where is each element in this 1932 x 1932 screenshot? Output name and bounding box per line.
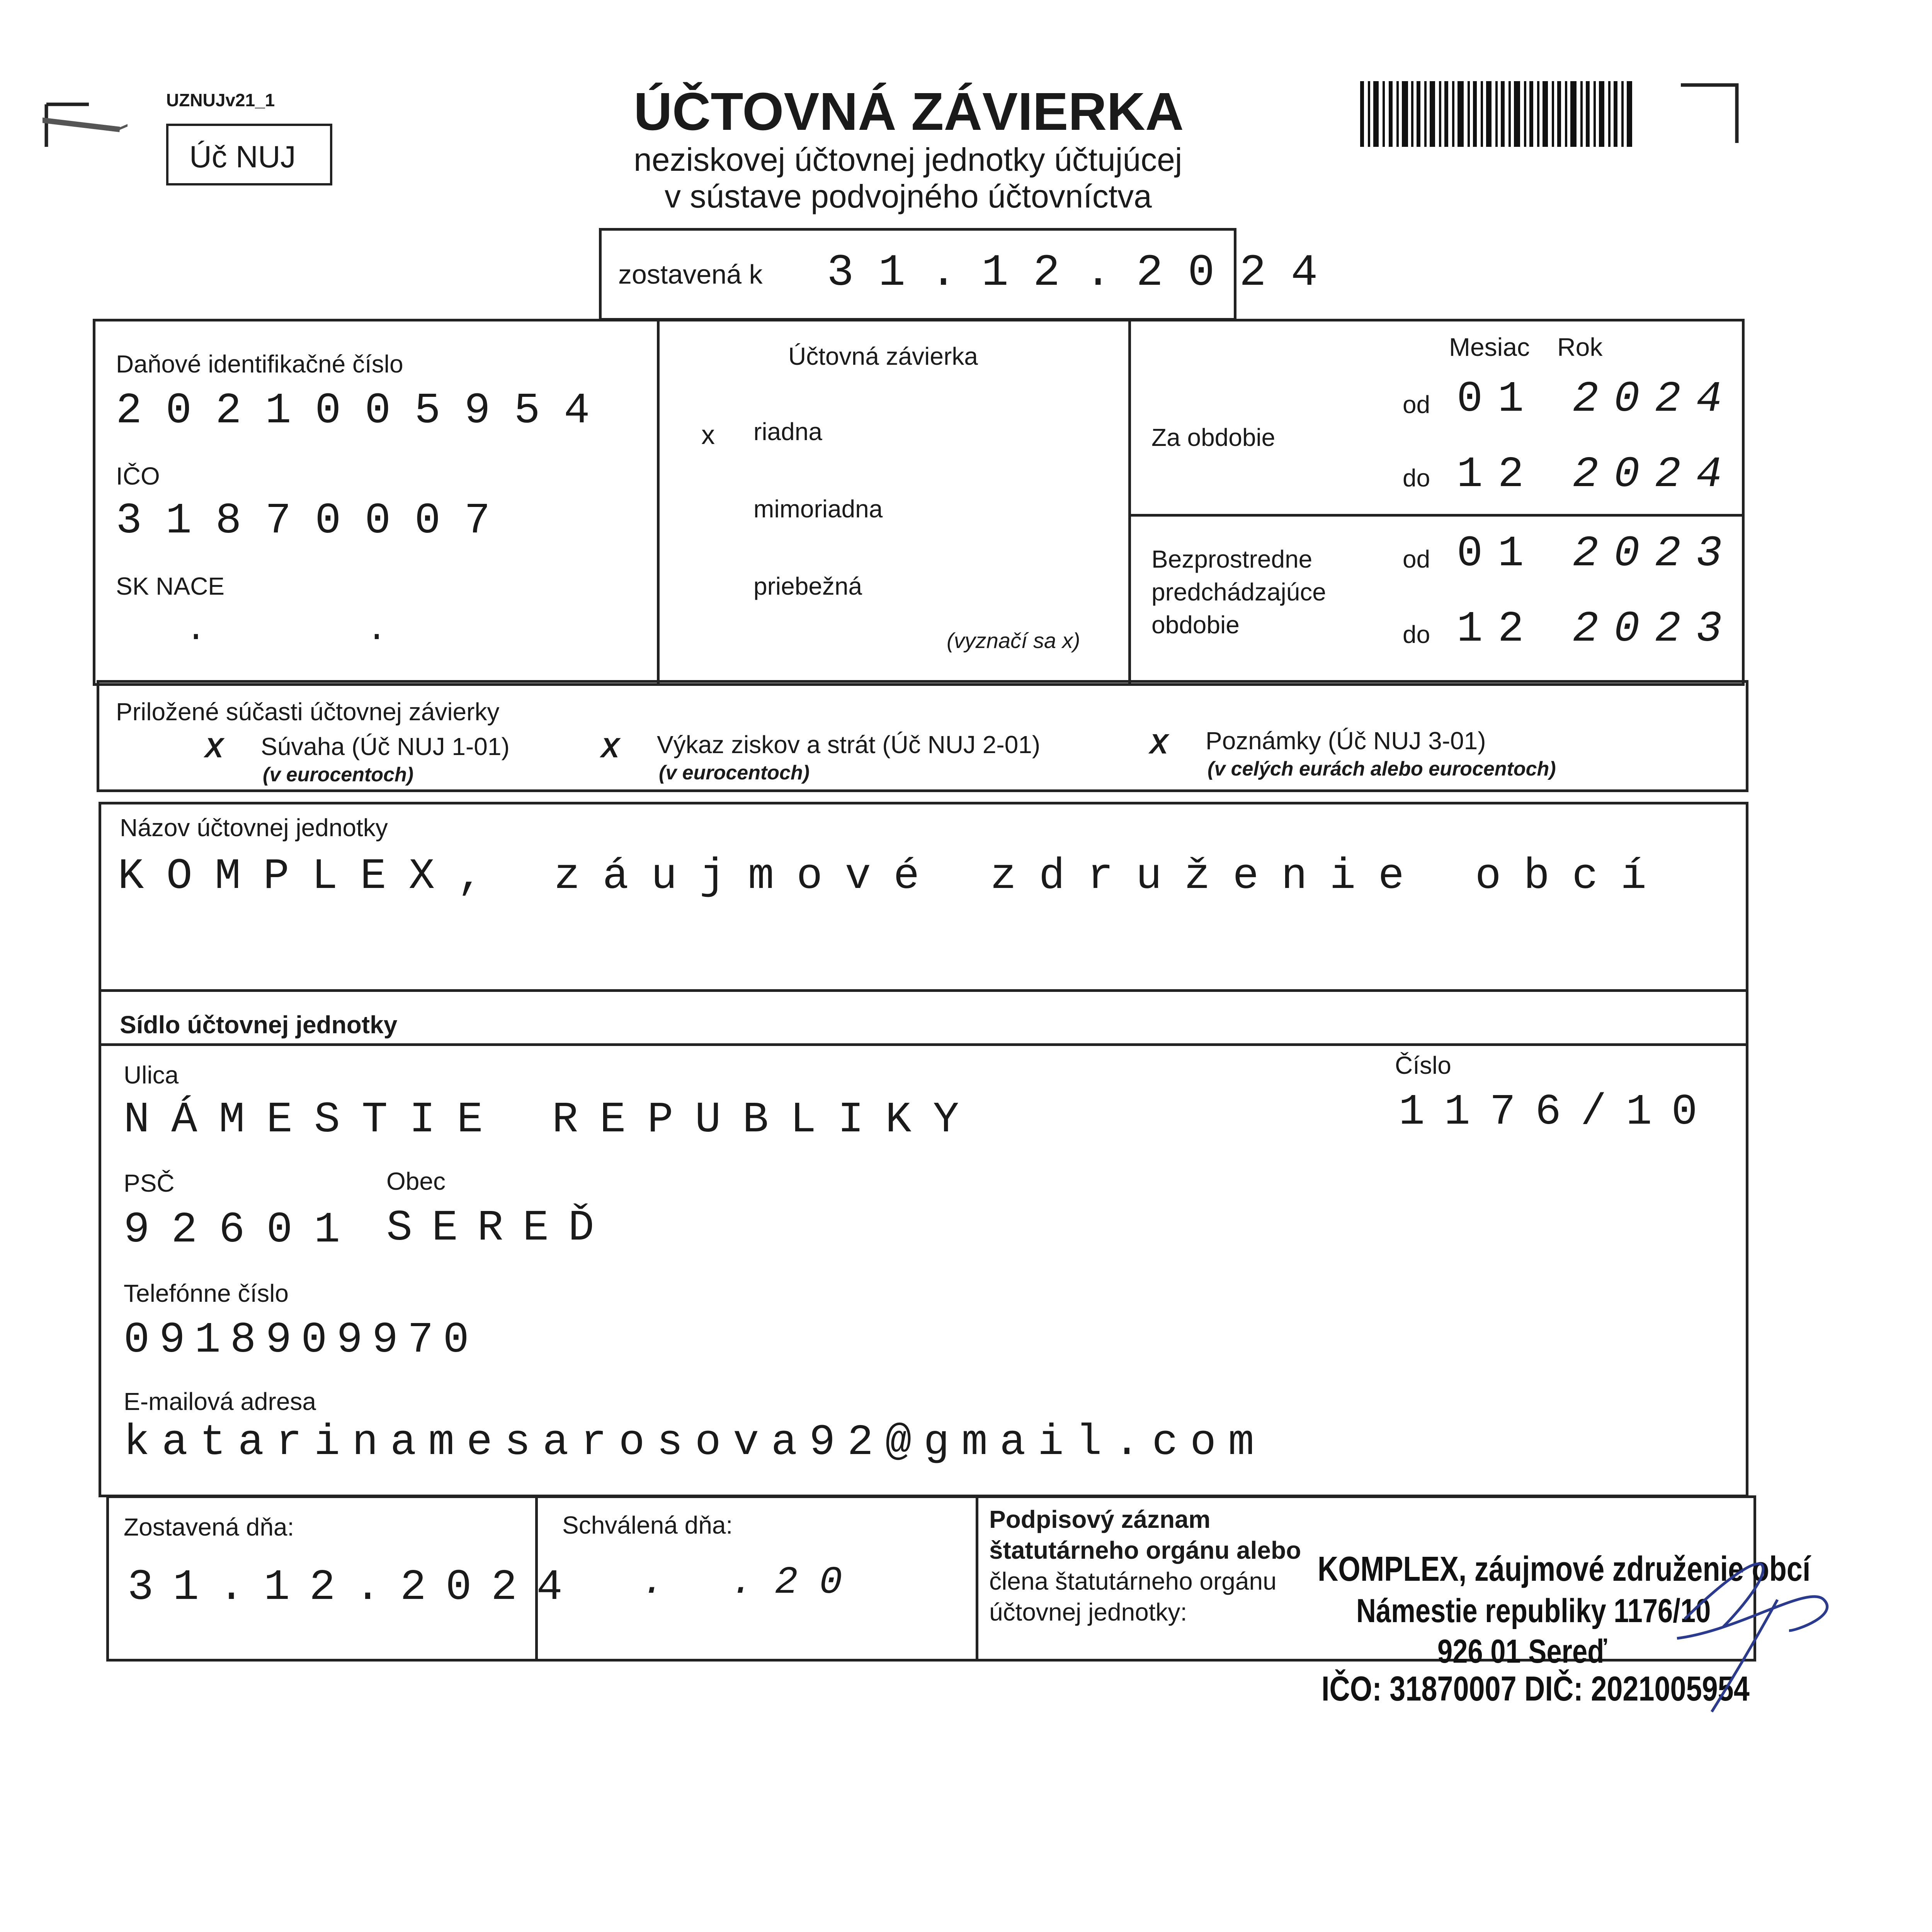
current-period-label: Za obdobie [1151, 423, 1276, 451]
signature-label-2: štatutárneho orgánu alebo [989, 1536, 1301, 1564]
from-label: od [1403, 391, 1430, 418]
statement-option-label: mimoriadna [753, 495, 883, 523]
previous-period-label-3: obdobie [1151, 611, 1240, 639]
corner-mark-top-right [1677, 77, 1747, 155]
entity-section [99, 802, 1748, 1497]
compiled-on-value: 31.12.2024 [128, 1563, 582, 1612]
divider [1128, 514, 1745, 517]
email-value: katarinamesarosova92@gmail.com [124, 1418, 1267, 1467]
attachment-name: Výkaz ziskov a strát (Úč NUJ 2-01) [657, 731, 1041, 759]
phone-value: 0918909970 [124, 1316, 479, 1365]
compiled-date-label: zostavená k [618, 259, 763, 289]
year-label: Rok [1557, 333, 1603, 361]
email-label: E-mailová adresa [124, 1388, 316, 1415]
divider [99, 989, 1748, 992]
previous-from-year: 2023 [1573, 529, 1737, 578]
signature-label-3: člena štatutárneho orgánu [989, 1567, 1277, 1595]
previous-period-label-2: predchádzajúce [1151, 578, 1326, 606]
statement-option-label: riadna [753, 418, 822, 446]
attachment-unit: (v eurocentoch) [263, 764, 414, 786]
approved-on-value: . .20 [641, 1561, 864, 1605]
form-type: Úč NUJ [189, 139, 296, 174]
statement-note: (vyznačí sa x) [947, 628, 1080, 653]
handwritten-signature [1662, 1542, 1855, 1719]
current-to-year: 2024 [1573, 450, 1737, 499]
current-from-year: 2024 [1573, 375, 1737, 424]
nace-value: . . [185, 611, 457, 650]
signature-label-4: účtovnej jednotky: [989, 1598, 1187, 1626]
stamp-line-3: 926 01 Sereď [1437, 1633, 1607, 1670]
number-value: 1176/10 [1399, 1088, 1717, 1137]
to-label: do [1403, 464, 1430, 492]
statement-option-mark: x [701, 420, 715, 450]
attachment-mark: X [601, 733, 620, 764]
to-label: do [1403, 621, 1430, 648]
attachment-mark: X [1150, 729, 1168, 760]
from-label: od [1403, 545, 1430, 573]
stamp-line-1: KOMPLEX, záujmové združenie obcí [1318, 1550, 1811, 1588]
current-to-month: 12 [1457, 450, 1539, 499]
psc-label: PSČ [124, 1169, 175, 1197]
psc-value: 92601 [124, 1206, 362, 1255]
attachments-label: Priložené súčasti účtovnej závierky [116, 698, 500, 726]
ico-value: 31870007 [116, 497, 514, 546]
page-subtitle-1: neziskovej účtovnej jednotky účtujúcej [634, 141, 1182, 178]
attachment-unit: (v celých eurách alebo eurocentoch) [1208, 758, 1556, 780]
page-subtitle-2: v sústave podvojného účtovníctva [665, 178, 1152, 214]
form-code: UZNUJv21_1 [166, 90, 275, 110]
compiled-on-label: Zostavená dňa: [124, 1513, 294, 1541]
divider [1128, 319, 1131, 686]
statement-label: Účtovná závierka [788, 342, 978, 370]
attachment-mark: X [205, 733, 224, 764]
corner-mark-top-left [43, 93, 128, 178]
number-label: Číslo [1395, 1051, 1451, 1079]
street-label: Ulica [124, 1061, 179, 1089]
previous-period-label-1: Bezprostredne [1151, 545, 1313, 573]
stamp-line-2: Námestie republiky 1176/10 [1356, 1592, 1711, 1629]
attachment-name: Poznámky (Úč NUJ 3-01) [1206, 727, 1486, 755]
barcode [1360, 81, 1638, 151]
entity-name-label: Názov účtovnej jednotky [120, 814, 388, 842]
attachment-name: Súvaha (Úč NUJ 1-01) [261, 733, 510, 760]
phone-label: Telefónne číslo [124, 1279, 289, 1307]
compiled-date: 31.12.2024 [827, 247, 1343, 298]
seat-label: Sídlo účtovnej jednotky [120, 1011, 398, 1039]
entity-name: KOMPLEX, záujmové združenie obcí [118, 852, 1669, 901]
signature-label-1: Podpisový záznam [989, 1505, 1211, 1533]
previous-to-month: 12 [1457, 605, 1539, 654]
previous-to-year: 2023 [1573, 605, 1737, 654]
month-label: Mesiac [1449, 333, 1530, 361]
nace-label: SK NACE [116, 572, 224, 600]
stamp-line-4: IČO: 31870007 DIČ: 2021005954 [1321, 1670, 1750, 1708]
current-from-month: 01 [1457, 375, 1539, 424]
dic-label: Daňové identifikačné číslo [116, 350, 403, 378]
divider [99, 1043, 1748, 1046]
divider [657, 319, 660, 686]
dic-value: 2021005954 [116, 386, 614, 435]
approved-on-label: Schválená dňa: [562, 1511, 733, 1539]
previous-from-month: 01 [1457, 529, 1539, 578]
city-label: Obec [386, 1167, 446, 1195]
city-value: SEREĎ [386, 1204, 614, 1253]
divider [976, 1495, 978, 1662]
attachment-unit: (v eurocentoch) [659, 762, 810, 784]
ico-label: IČO [116, 462, 160, 490]
statement-option-label: priebežná [753, 572, 862, 600]
page-title: ÚČTOVNÁ ZÁVIERKA [634, 82, 1184, 141]
street-value: NÁMESTIE REPUBLIKY [124, 1095, 981, 1145]
